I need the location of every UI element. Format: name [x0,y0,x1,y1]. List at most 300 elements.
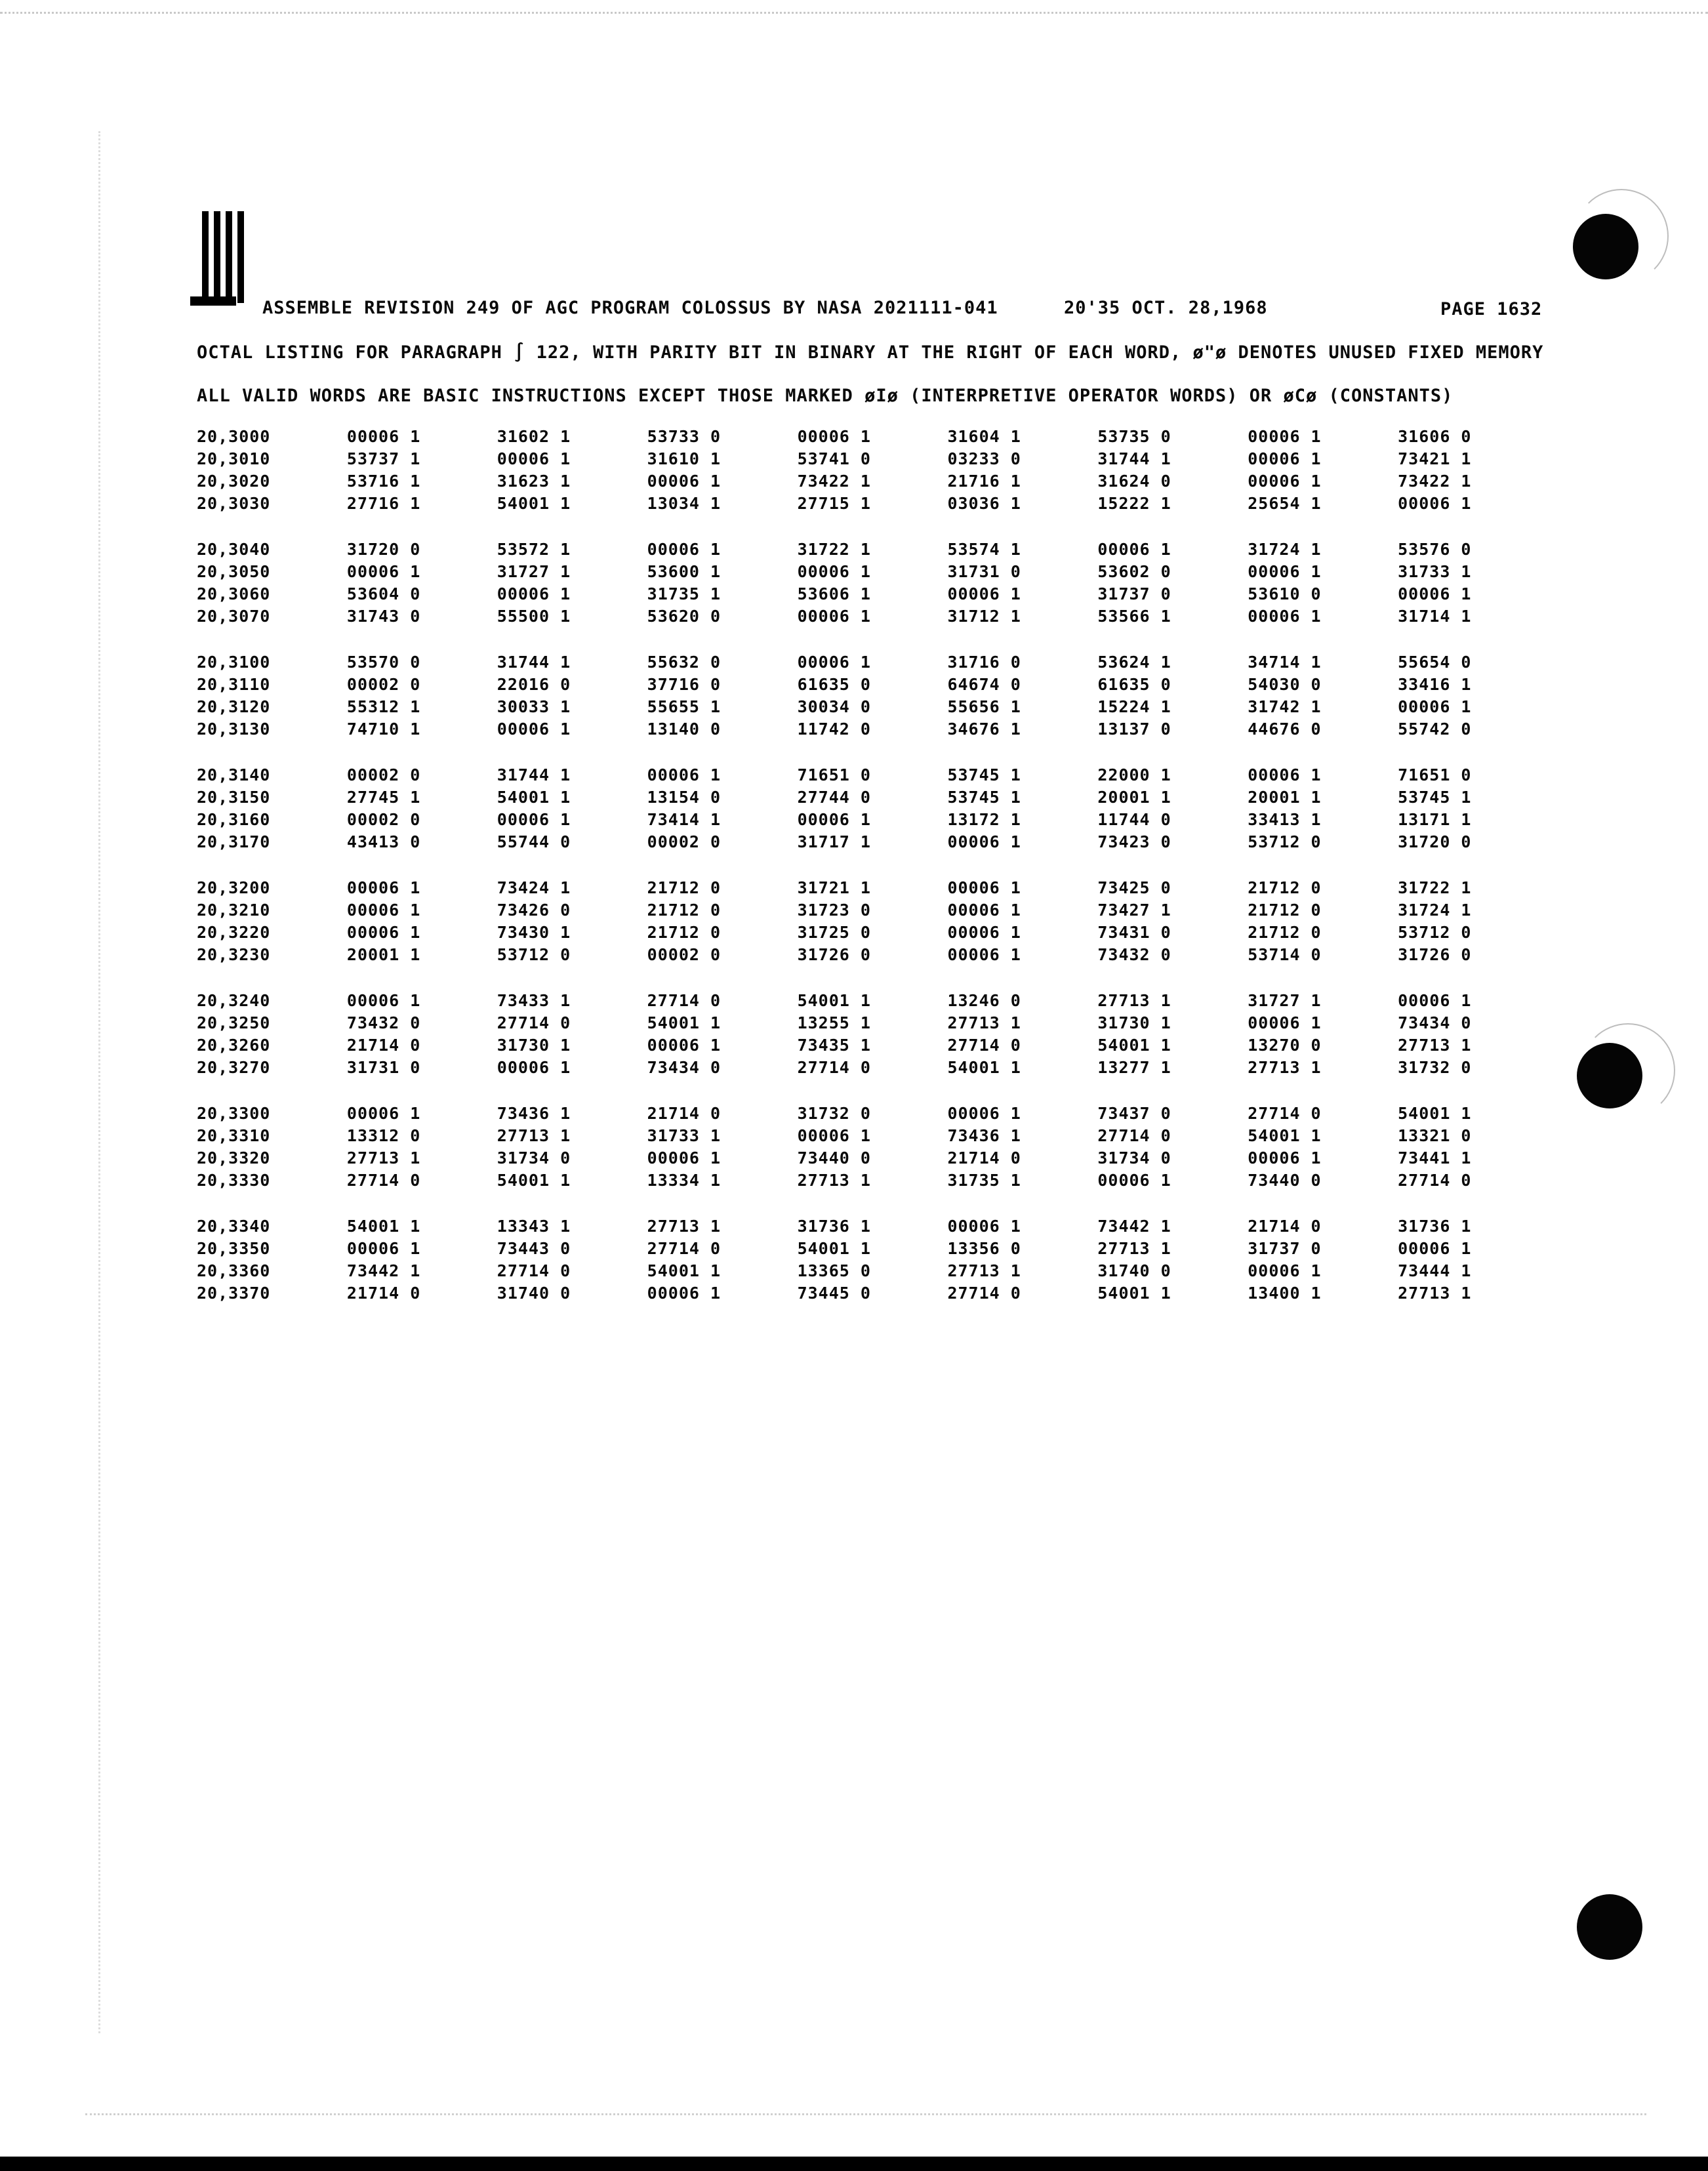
octal-word: 27714 0 [647,1238,722,1258]
octal-word: 31623 1 [497,471,571,491]
octal-word: 27713 1 [647,1216,722,1236]
octal-word: 00006 1 [346,878,421,897]
row-address: 20,3150 [197,787,271,807]
octal-word: 27713 1 [1398,1283,1472,1303]
octal-word: 00006 1 [947,584,1021,603]
octal-word: 54001 1 [346,1216,421,1236]
octal-word: 34676 1 [947,719,1021,739]
octal-word: 73425 0 [1097,878,1171,897]
octal-word: 27713 1 [1097,990,1171,1010]
octal-word: 00006 1 [497,809,571,829]
octal-word: 00006 1 [1248,1148,1322,1167]
octal-word: 43413 0 [346,832,421,851]
octal-word: 53741 0 [797,449,871,468]
listing-row [197,1102,1548,1124]
octal-word: 22016 0 [497,674,571,694]
row-address: 20,3010 [197,449,271,468]
octal-word: 27745 1 [346,787,421,807]
octal-word: 54001 1 [647,1261,722,1280]
octal-word: 73444 1 [1398,1261,1472,1280]
row-address: 20,3310 [197,1126,271,1145]
listing-row [197,1237,1548,1259]
octal-word: 00002 0 [346,674,421,694]
octal-word: 00006 1 [947,1103,1021,1123]
octal-word: 13171 1 [1398,809,1472,829]
octal-word: 53745 1 [947,765,1021,784]
octal-word: 53606 1 [797,584,871,603]
octal-word: 31737 0 [1097,584,1171,603]
octal-word: 31731 0 [346,1057,421,1077]
word-group [197,763,1548,853]
row-address: 20,3320 [197,1148,271,1167]
row-address: 20,3270 [197,1057,271,1077]
octal-word: 00006 1 [947,878,1021,897]
octal-word: 31712 1 [947,606,1021,626]
octal-word: 00006 1 [1248,765,1322,784]
octal-word: 73441 1 [1398,1148,1472,1167]
octal-word: 55500 1 [497,606,571,626]
page-number: PAGE 1632 [1440,299,1543,319]
octal-word: 73436 1 [497,1103,571,1123]
octal-word: 54001 1 [1097,1283,1171,1303]
octal-word: 31602 1 [497,426,571,446]
octal-word: 31722 1 [797,539,871,559]
octal-word: 53604 0 [346,584,421,603]
octal-word: 53566 1 [1097,606,1171,626]
octal-word: 13365 0 [797,1261,871,1280]
octal-word: 13255 1 [797,1013,871,1032]
octal-word: 73442 1 [1097,1216,1171,1236]
word-group [197,538,1548,627]
octal-word: 31735 1 [647,584,722,603]
octal-word: 00002 0 [647,832,722,851]
row-address: 20,3120 [197,697,271,716]
listing-row [197,830,1548,853]
octal-word: 73440 0 [797,1148,871,1167]
octal-word: 27713 1 [947,1261,1021,1280]
octal-word: 13246 0 [947,990,1021,1010]
listing-legend: ALL VALID WORDS ARE BASIC INSTRUCTIONS EXCEPT THOSE MARKED øIø (INTERPRETIVE OPERATOR WORDS) OR øCø (CONSTANTS) [197,386,1454,406]
octal-word: 31604 1 [947,426,1021,446]
octal-word: 55655 1 [647,697,722,716]
octal-word: 00006 1 [947,832,1021,851]
octal-word: 00006 1 [947,1216,1021,1236]
octal-word: 13321 0 [1398,1126,1472,1145]
octal-word: 00006 1 [497,584,571,603]
octal-word: 53620 0 [647,606,722,626]
scan-noise-bottom [85,2113,1646,2115]
listing-row [197,989,1548,1011]
listing-row [197,943,1548,965]
octal-word: 31727 1 [497,561,571,581]
word-group [197,651,1548,740]
octal-word: 31726 0 [797,944,871,964]
octal-word: 73432 0 [346,1013,421,1032]
octal-word: 61635 0 [1097,674,1171,694]
octal-word: 00006 1 [346,426,421,446]
listing-row [197,492,1548,514]
octal-word: 71651 0 [1398,765,1472,784]
row-address: 20,3040 [197,539,271,559]
octal-word: 27713 1 [1097,1238,1171,1258]
listing-row [197,538,1548,560]
octal-word: 00006 1 [947,900,1021,920]
octal-word: 27714 0 [947,1283,1021,1303]
row-address: 20,3250 [197,1013,271,1032]
barcode-mark [202,211,244,303]
octal-word: 25654 1 [1248,493,1322,513]
octal-word: 53714 0 [1248,944,1322,964]
octal-word: 73431 0 [1097,922,1171,942]
octal-word: 53574 1 [947,539,1021,559]
octal-word: 00006 1 [1248,561,1322,581]
row-address: 20,3110 [197,674,271,694]
octal-word: 55312 1 [346,697,421,716]
listing-description: OCTAL LISTING FOR PARAGRAPH ∫ 122, WITH PARITY BIT IN BINARY AT THE RIGHT OF EACH WORD, ø"ø DENOTES UNUSED FIXED MEMORY [197,342,1544,363]
octal-word: 00006 1 [797,809,871,829]
word-group [197,1102,1548,1191]
listing-row [197,651,1548,673]
octal-word: 27714 0 [1248,1103,1322,1123]
octal-word: 73422 1 [797,471,871,491]
listing-row [197,1124,1548,1146]
octal-word: 31734 0 [497,1148,571,1167]
octal-word: 00006 1 [647,765,722,784]
octal-word: 73435 1 [797,1035,871,1055]
octal-word: 31732 0 [797,1103,871,1123]
octal-word: 73414 1 [647,809,722,829]
octal-word: 54001 1 [647,1013,722,1032]
octal-word: 27714 0 [947,1035,1021,1055]
listing-row [197,582,1548,605]
row-address: 20,3370 [197,1283,271,1303]
octal-word: 00006 1 [1398,697,1472,716]
row-address: 20,3210 [197,900,271,920]
octal-word: 31733 1 [647,1126,722,1145]
octal-word: 54001 1 [497,787,571,807]
octal-word: 73423 0 [1097,832,1171,851]
octal-word: 00006 1 [797,426,871,446]
listing-row [197,470,1548,492]
octal-word: 00002 0 [346,809,421,829]
octal-word: 00006 1 [346,1238,421,1258]
octal-word: 31724 1 [1398,900,1472,920]
row-address: 20,3340 [197,1216,271,1236]
listing-row [197,808,1548,830]
listing-row [197,1282,1548,1304]
octal-word: 61635 0 [797,674,871,694]
octal-word: 53735 0 [1097,426,1171,446]
octal-word: 53737 1 [346,449,421,468]
octal-word: 27716 1 [346,493,421,513]
octal-word: 55656 1 [947,697,1021,716]
octal-word: 27714 0 [1097,1126,1171,1145]
octal-word: 27713 1 [1398,1035,1472,1055]
octal-word: 31714 1 [1398,606,1472,626]
octal-word: 27714 0 [647,990,722,1010]
scan-bottom-edge [0,2157,1708,2171]
octal-word: 00006 1 [1398,1238,1472,1258]
octal-word: 13312 0 [346,1126,421,1145]
octal-word: 20001 1 [1097,787,1171,807]
octal-word: 00006 1 [346,990,421,1010]
assembly-title: ASSEMBLE REVISION 249 OF AGC PROGRAM COLOSSUS BY NASA 2021111-041 [262,298,998,318]
octal-word: 55654 0 [1398,652,1472,672]
word-group [197,989,1548,1078]
octal-word: 31624 0 [1097,471,1171,491]
octal-word: 00006 1 [947,944,1021,964]
octal-word: 53610 0 [1248,584,1322,603]
octal-word: 54001 1 [947,1057,1021,1077]
octal-word: 21714 0 [346,1035,421,1055]
octal-word: 00006 1 [346,1103,421,1123]
octal-word: 31725 0 [797,922,871,942]
octal-word: 31744 1 [497,765,571,784]
row-address: 20,3220 [197,922,271,942]
octal-word: 55744 0 [497,832,571,851]
listing-row [197,718,1548,740]
octal-word: 21716 1 [947,471,1021,491]
octal-word: 73434 0 [647,1057,722,1077]
row-address: 20,3230 [197,944,271,964]
octal-word: 00006 1 [1097,1170,1171,1190]
octal-word: 31736 1 [1398,1216,1472,1236]
octal-word: 00006 1 [497,1057,571,1077]
octal-word: 37716 0 [647,674,722,694]
octal-word: 31723 0 [797,900,871,920]
listing-row [197,1259,1548,1282]
row-address: 20,3100 [197,652,271,672]
octal-word: 31733 1 [1398,561,1472,581]
row-address: 20,3330 [197,1170,271,1190]
octal-word: 53712 0 [1398,922,1472,942]
octal-word: 00006 1 [497,719,571,739]
listing-row [197,763,1548,786]
octal-word: 13270 0 [1248,1035,1322,1055]
octal-word: 00006 1 [647,1283,722,1303]
octal-word: 00006 1 [797,606,871,626]
row-address: 20,3260 [197,1035,271,1055]
octal-word: 73436 1 [947,1126,1021,1145]
row-address: 20,3200 [197,878,271,897]
octal-word: 00002 0 [346,765,421,784]
row-address: 20,3130 [197,719,271,739]
listing-row [197,921,1548,943]
row-address: 20,3240 [197,990,271,1010]
octal-word: 73432 0 [1097,944,1171,964]
row-address: 20,3070 [197,606,271,626]
octal-word: 00006 1 [1248,1261,1322,1280]
octal-word: 31727 1 [1248,990,1322,1010]
octal-word: 54001 1 [797,1238,871,1258]
listing-row [197,560,1548,582]
row-address: 20,3160 [197,809,271,829]
octal-word: 11742 0 [797,719,871,739]
octal-word: 54030 0 [1248,674,1322,694]
octal-word: 54001 1 [1097,1035,1171,1055]
octal-word: 53716 1 [346,471,421,491]
octal-word: 27714 0 [1398,1170,1472,1190]
octal-word: 00006 1 [947,922,1021,942]
octal-word: 13034 1 [647,493,722,513]
listing-row [197,425,1548,447]
octal-word: 53712 0 [497,944,571,964]
octal-word: 21712 0 [1248,922,1322,942]
octal-word: 31732 0 [1398,1057,1472,1077]
octal-word: 73427 1 [1097,900,1171,920]
scan-noise-left [98,131,100,2033]
octal-word: 03036 1 [947,493,1021,513]
octal-word: 27714 0 [497,1013,571,1032]
octal-word: 00006 1 [647,539,722,559]
octal-word: 21714 0 [1248,1216,1322,1236]
word-group [197,876,1548,965]
octal-word: 00006 1 [797,1126,871,1145]
octal-word: 54001 1 [1398,1103,1472,1123]
octal-word: 21712 0 [647,878,722,897]
octal-word: 73433 1 [497,990,571,1010]
octal-word: 00006 1 [1398,584,1472,603]
octal-word: 71651 0 [797,765,871,784]
octal-word: 73421 1 [1398,449,1472,468]
row-address: 20,3050 [197,561,271,581]
octal-word: 00006 1 [1097,539,1171,559]
octal-word: 73443 0 [497,1238,571,1258]
octal-word: 13172 1 [947,809,1021,829]
listing-row [197,1056,1548,1078]
row-address: 20,3030 [197,493,271,513]
row-address: 20,3000 [197,426,271,446]
octal-word: 31717 1 [797,832,871,851]
octal-word: 73437 0 [1097,1103,1171,1123]
octal-word: 31740 0 [497,1283,571,1303]
listing-row [197,899,1548,921]
octal-word: 31735 1 [947,1170,1021,1190]
octal-word: 31730 1 [497,1035,571,1055]
octal-word: 31740 0 [1097,1261,1171,1280]
octal-word: 73430 1 [497,922,571,942]
punch-hole-bottom [1577,1894,1642,1960]
octal-word: 15224 1 [1097,697,1171,716]
octal-word: 11744 0 [1097,809,1171,829]
octal-word: 27713 1 [797,1170,871,1190]
octal-word: 53602 0 [1097,561,1171,581]
octal-word: 54001 1 [497,493,571,513]
octal-word: 13277 1 [1097,1057,1171,1077]
listing-row [197,1146,1548,1169]
row-address: 20,3060 [197,584,271,603]
octal-word: 73426 0 [497,900,571,920]
octal-word: 31744 1 [1097,449,1171,468]
assembly-timestamp: 20'35 OCT. 28,1968 [1064,298,1268,318]
octal-word: 53745 1 [947,787,1021,807]
octal-word: 00006 1 [647,1035,722,1055]
octal-word: 27713 1 [1248,1057,1322,1077]
octal-word: 53624 1 [1097,652,1171,672]
row-address: 20,3360 [197,1261,271,1280]
octal-word: 21712 0 [647,900,722,920]
octal-word: 00006 1 [1248,471,1322,491]
octal-word: 31721 1 [797,878,871,897]
octal-word: 13343 1 [497,1216,571,1236]
octal-word: 27744 0 [797,787,871,807]
octal-word: 00006 1 [797,561,871,581]
octal-word: 54001 1 [497,1170,571,1190]
octal-word: 27713 1 [346,1148,421,1167]
octal-word: 53712 0 [1248,832,1322,851]
listing-row [197,1215,1548,1237]
octal-word: 73442 1 [346,1261,421,1280]
octal-word: 27713 1 [497,1126,571,1145]
barcode-baseline [190,296,236,306]
octal-word: 00006 1 [497,449,571,468]
octal-word: 31743 0 [346,606,421,626]
octal-word: 73424 1 [497,878,571,897]
octal-word: 31724 1 [1248,539,1322,559]
octal-word: 00006 1 [346,561,421,581]
row-address: 20,3350 [197,1238,271,1258]
octal-word: 27714 0 [797,1057,871,1077]
listing-row [197,695,1548,718]
octal-word: 21712 0 [647,922,722,942]
octal-word: 73422 1 [1398,471,1472,491]
scan-noise-top [0,12,1708,14]
octal-word: 00006 1 [647,1148,722,1167]
octal-word: 55632 0 [647,652,722,672]
octal-word: 73440 0 [1248,1170,1322,1190]
octal-word: 00006 1 [647,471,722,491]
octal-word: 13154 0 [647,787,722,807]
octal-word: 20001 1 [1248,787,1322,807]
octal-word: 31731 0 [947,561,1021,581]
octal-word: 53733 0 [647,426,722,446]
octal-word: 00006 1 [1248,1013,1322,1032]
octal-word: 27713 1 [947,1013,1021,1032]
octal-word: 33413 1 [1248,809,1322,829]
octal-word: 30033 1 [497,697,571,716]
listing-row [197,1011,1548,1034]
octal-word: 34714 1 [1248,652,1322,672]
octal-word: 00006 1 [1398,493,1472,513]
octal-word: 55742 0 [1398,719,1472,739]
listing-row [197,786,1548,808]
octal-word: 00006 1 [1248,426,1322,446]
listing-row [197,1034,1548,1056]
octal-word: 13356 0 [947,1238,1021,1258]
punch-hole-ring-top [1574,189,1669,283]
octal-word: 54001 1 [1248,1126,1322,1145]
row-address: 20,3300 [197,1103,271,1123]
row-address: 20,3140 [197,765,271,784]
octal-word: 31720 0 [346,539,421,559]
octal-word: 31716 0 [947,652,1021,672]
octal-word: 21714 0 [647,1103,722,1123]
octal-word: 13334 1 [647,1170,722,1190]
octal-word: 31744 1 [497,652,571,672]
octal-word: 00006 1 [1248,606,1322,626]
octal-word: 31734 0 [1097,1148,1171,1167]
octal-word: 21712 0 [1248,878,1322,897]
octal-word: 27714 0 [346,1170,421,1190]
octal-listing [197,425,1548,1328]
octal-word: 73434 0 [1398,1013,1472,1032]
word-group [197,1215,1548,1304]
octal-word: 00006 1 [346,900,421,920]
octal-word: 13140 0 [647,719,722,739]
octal-word: 53600 1 [647,561,722,581]
octal-word: 31730 1 [1097,1013,1171,1032]
octal-word: 21714 0 [947,1148,1021,1167]
